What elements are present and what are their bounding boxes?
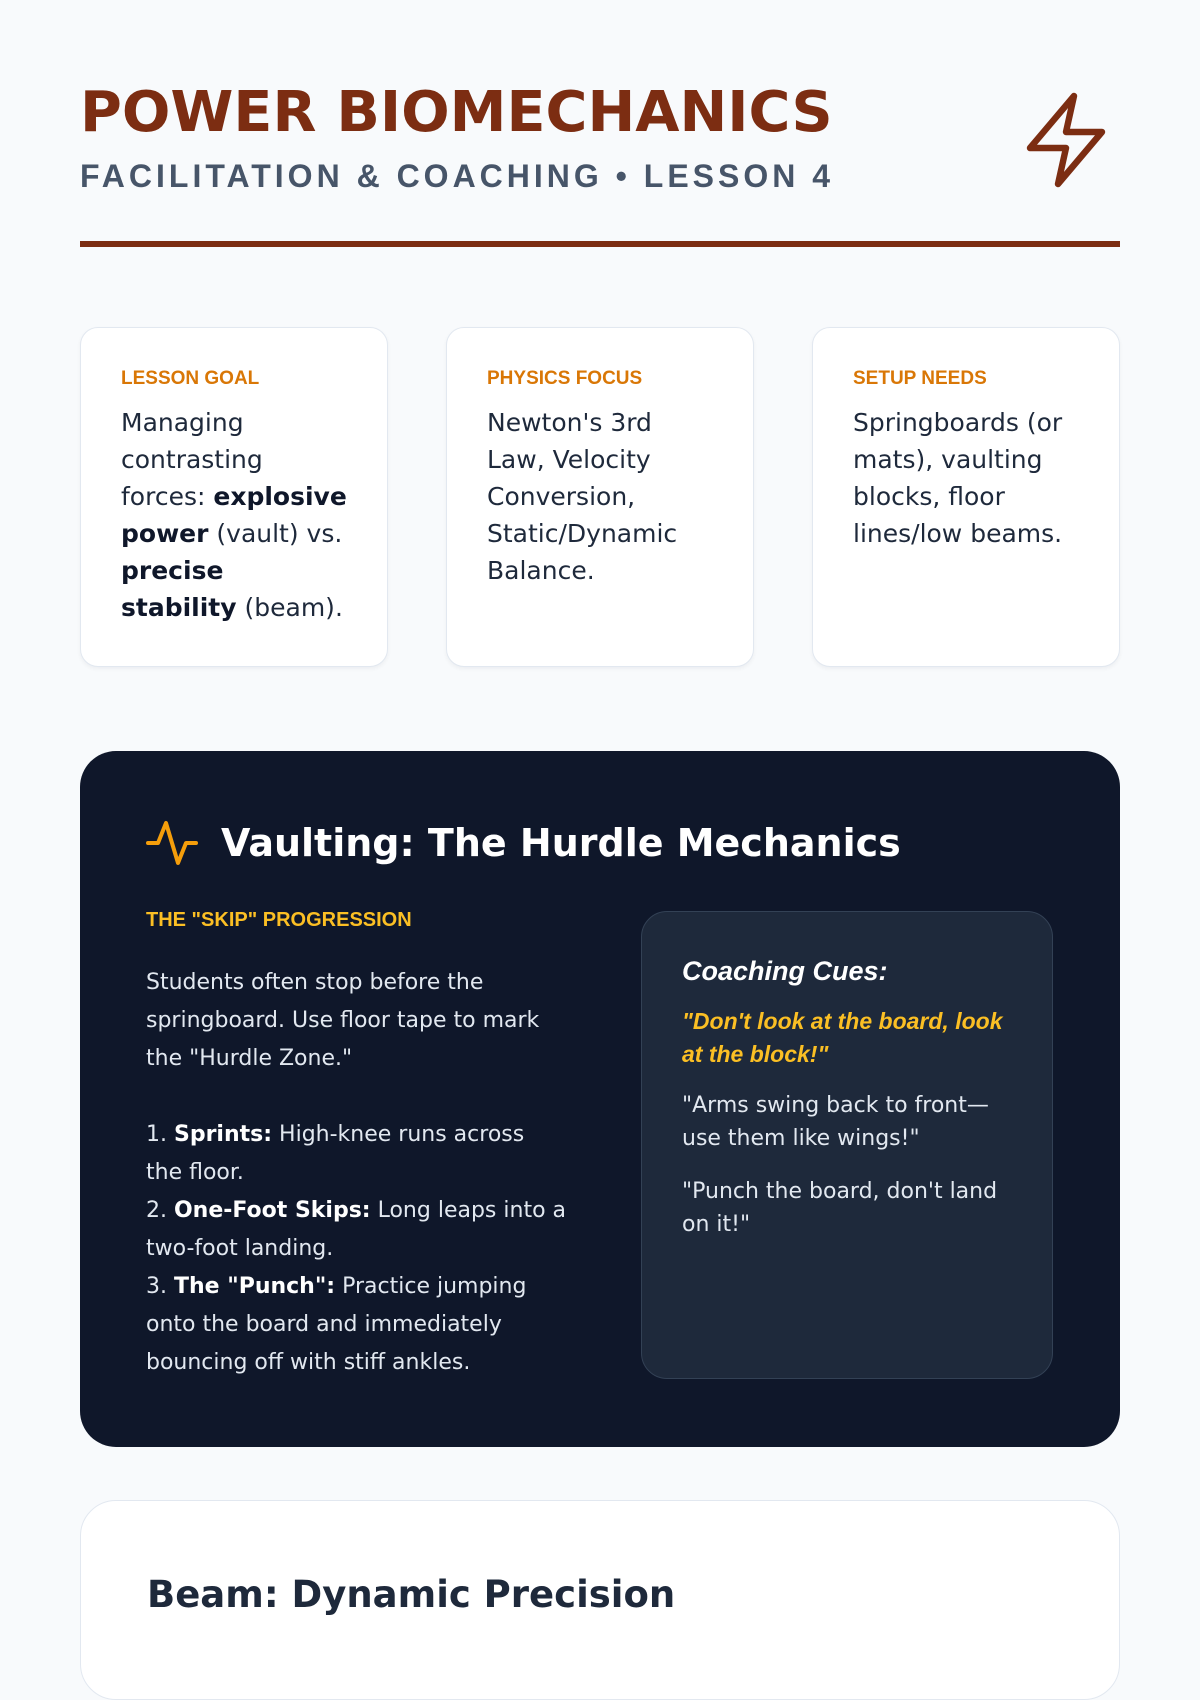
vault-section: [80, 751, 1120, 1447]
vault-intro: Students often stop before the springboard. Use floor tape to mark the "Hurdle Zone.": [146, 970, 540, 1071]
step-number: 3.: [146, 1274, 174, 1299]
progression-step: [146, 1116, 566, 1192]
page-subtitle: FACILITATION & COACHING • LESSON 4: [80, 158, 835, 194]
step-name: One-Foot Skips:: [173, 1198, 371, 1223]
lightning-bolt-icon: [1018, 88, 1114, 192]
page-title: POWER BIOMECHANICS: [80, 80, 833, 145]
coaching-cue-highlight: "Don't look at the board, look at the block!": [682, 1008, 1003, 1067]
step-number: 2.: [146, 1198, 174, 1223]
card-label: SETUP NEEDS: [853, 368, 987, 389]
step-number: 1.: [146, 1122, 174, 1147]
card-body-emphasis: explosive power: [121, 482, 347, 548]
vault-subheading: THE "SKIP" PROGRESSION: [146, 909, 412, 931]
beam-title: Beam: Dynamic Precision: [147, 1573, 676, 1616]
card-setup-needs: [812, 327, 1120, 667]
progression-step: [146, 1268, 566, 1382]
step-text: High-knee runs across the floor.: [146, 1122, 525, 1185]
card-label: PHYSICS FOCUS: [487, 368, 643, 389]
vault-title: Vaulting: The Hurdle Mechanics: [221, 821, 901, 865]
card-physics-focus: [446, 327, 754, 667]
coaching-cues-title: Coaching Cues:: [682, 956, 888, 986]
beam-section: [80, 1500, 1120, 1700]
card-lesson-goal: [80, 327, 388, 667]
step-name: Sprints:: [173, 1122, 273, 1147]
card-body-text: Managing contrasting forces:: [121, 408, 263, 511]
card-body: Springboards (or mats), vaulting blocks, floor lines/low beams.: [853, 408, 1063, 548]
coaching-cues-panel: [641, 911, 1053, 1379]
header-divider: [80, 241, 1120, 247]
lesson-page: [80, 0, 1120, 1616]
coaching-cue: "Arms swing back to front—use them like wings!": [682, 1093, 989, 1151]
pulse-icon: [146, 815, 198, 871]
info-cards: [80, 327, 1120, 671]
card-body-text: (beam).: [236, 593, 343, 622]
card-label: LESSON GOAL: [121, 368, 260, 389]
step-text: Long leaps into a two-foot landing.: [146, 1198, 566, 1261]
page-header: [80, 0, 1120, 247]
card-body: Newton's 3rd Law, Velocity Conversion, Static/Dynamic Balance.: [487, 408, 678, 585]
step-name: The "Punch":: [173, 1274, 336, 1299]
progression-step: [146, 1192, 566, 1268]
card-body-emphasis: precise stability: [121, 556, 237, 622]
card-body: [121, 404, 347, 626]
card-body-text: (vault) vs.: [208, 519, 343, 548]
vault-progression: [146, 909, 566, 1382]
coaching-cue: "Punch the board, don't land on it!": [682, 1179, 998, 1237]
step-text: Practice jumping onto the board and immediately bouncing off with stiff ankles.: [146, 1274, 527, 1375]
